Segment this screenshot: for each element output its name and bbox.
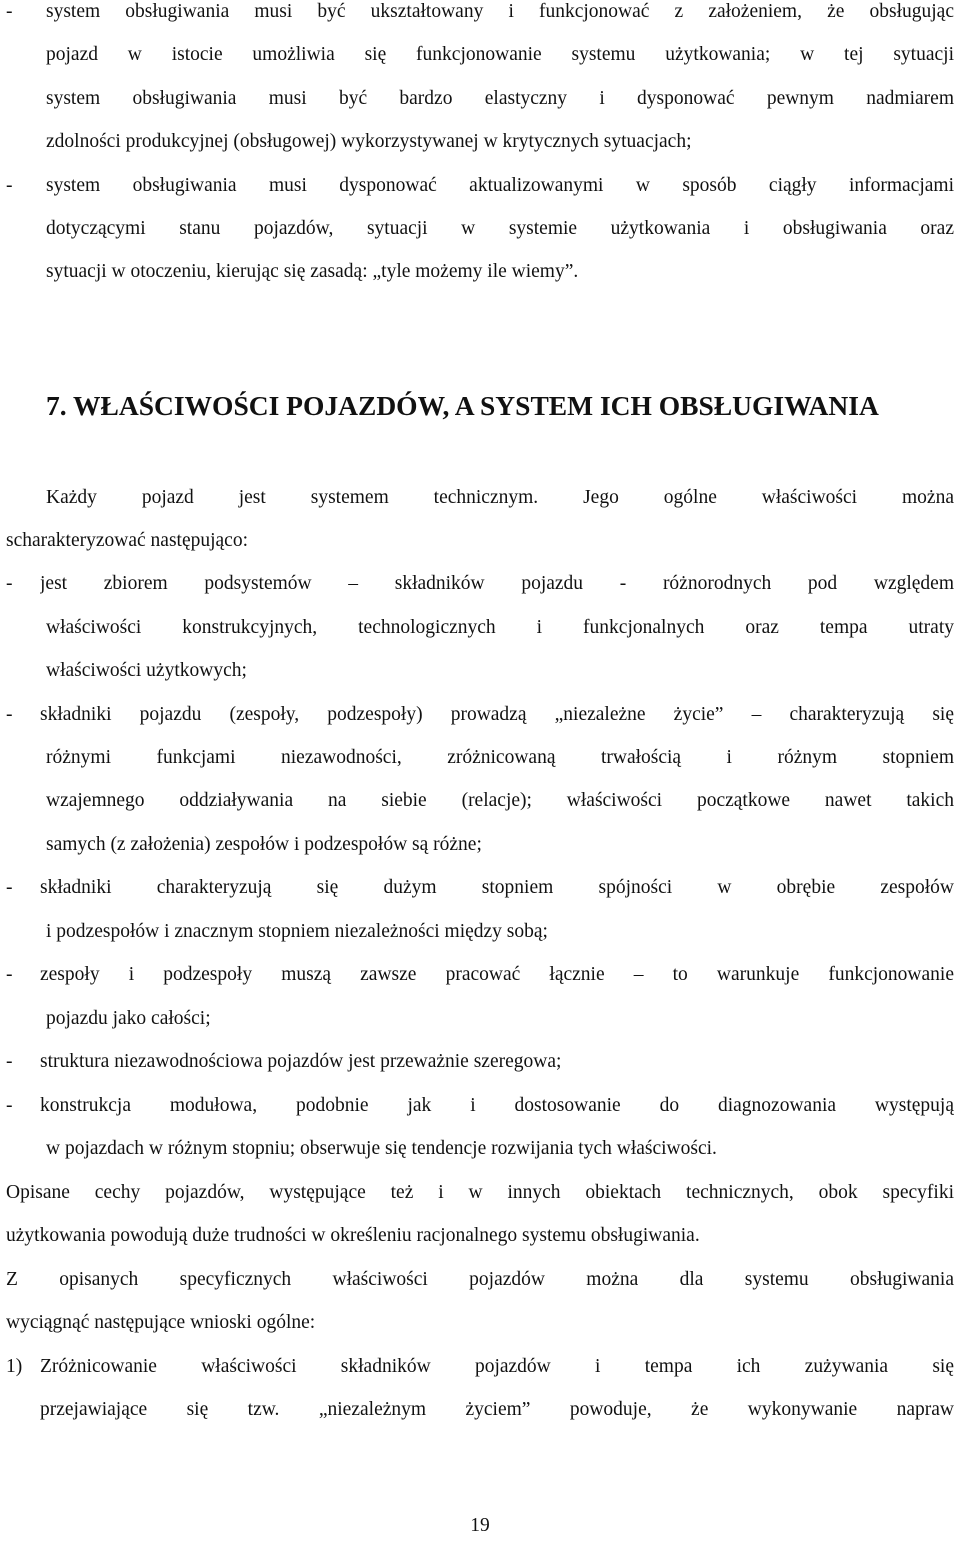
list-item-continuation <box>0 786 960 816</box>
numbered-item-text: przejawiające się tzw. „niezależnym życiem” powoduje, że wykonywanie napraw <box>40 1399 954 1420</box>
list-item <box>0 700 960 730</box>
list-item-text: samych (z założenia) zespołów i podzespołów są różne; <box>46 834 482 855</box>
paragraph-line <box>0 483 960 513</box>
list-item-text: dotyczącymi stanu pojazdów, sytuacji w systemie użytkowania i obsługiwania oraz <box>46 218 954 239</box>
list-item-text: pojazd w istocie umożliwia się funkcjonowanie systemu użytkowania; w tej sytuacji <box>46 44 954 65</box>
paragraph-text: Z opisanych specyficznych właściwości pojazdów można dla systemu obsługiwania <box>6 1269 954 1290</box>
list-item <box>0 960 960 990</box>
list-item-continuation <box>0 40 960 70</box>
paragraph-line <box>0 1178 960 1208</box>
list-item <box>0 1047 960 1077</box>
list-item-text: składniki charakteryzują się dużym stopniem spójności w obrębie zespołów <box>40 877 954 898</box>
bullet-marker: - <box>6 175 13 196</box>
paragraph-text: Każdy pojazd jest systemem technicznym. Jego ogólne właściwości można <box>46 487 954 508</box>
bullet-marker: - <box>6 964 13 985</box>
list-item-text: system obsługiwania musi dysponować aktualizowanymi w sposób ciągły informacjami <box>46 175 954 196</box>
paragraph-line <box>0 526 960 556</box>
list-item-continuation <box>0 743 960 773</box>
list-item-continuation <box>0 127 960 157</box>
list-item-text: w pojazdach w różnym stopniu; obserwuje się tendencje rozwijania tych właściwości. <box>46 1138 717 1159</box>
list-item-text: system obsługiwania musi być bardzo elastyczny i dysponować pewnym nadmiarem <box>46 88 954 109</box>
list-item-text: składniki pojazdu (zespoły, podzespoły) prowadzą „niezależne życie” – charakteryzują się <box>40 704 954 725</box>
page-number: 19 <box>470 1515 490 1536</box>
list-item-text: system obsługiwania musi być ukształtowany i funkcjonować z założeniem, że obsługując <box>46 1 954 22</box>
numbered-item-text: Zróżnicowanie właściwości składników pojazdów i tempa ich zużywania się <box>40 1356 954 1377</box>
bullet-marker: - <box>6 1 13 22</box>
list-item <box>0 569 960 599</box>
list-item-text: struktura niezawodnościowa pojazdów jest przeważnie szeregowa; <box>40 1051 562 1072</box>
numbered-item <box>0 1352 960 1382</box>
paragraph-text: scharakteryzować następująco: <box>6 530 248 551</box>
list-item-text: pojazdu jako całości; <box>46 1008 211 1029</box>
bullet-marker: - <box>6 704 13 725</box>
list-item-continuation <box>0 917 960 947</box>
list-item <box>0 0 960 27</box>
paragraph-text: wyciągnąć następujące wnioski ogólne: <box>6 1312 316 1333</box>
list-item-text: sytuacji w otoczeniu, kierując się zasadą: „tyle możemy ile wiemy”. <box>46 261 579 282</box>
list-item-continuation <box>0 1134 960 1164</box>
paragraph-line <box>0 1221 960 1251</box>
list-item <box>0 873 960 903</box>
paragraph-text: użytkowania powodują duże trudności w określeniu racjonalnego systemu obsługiwania. <box>6 1225 700 1246</box>
list-item-text: zdolności produkcyjnej (obsługowej) wykorzystywanej w krytycznych sytuacjach; <box>46 131 692 152</box>
paragraph-line <box>0 1265 960 1295</box>
list-item <box>0 171 960 201</box>
list-item-text: właściwości użytkowych; <box>46 660 247 681</box>
paragraph-text: Opisane cechy pojazdów, występujące też i w innych obiektach technicznych, obok specyfiki <box>6 1182 954 1203</box>
list-item <box>0 1091 960 1121</box>
list-item-text: właściwości konstrukcyjnych, technologicznych i funkcjonalnych oraz tempa utraty <box>46 617 954 638</box>
list-item-text: jest zbiorem podsystemów – składników pojazdu - różnorodnych pod względem <box>40 573 954 594</box>
list-item-text: i podzespołów i znacznym stopniem niezależności między sobą; <box>46 921 548 942</box>
bullet-marker: - <box>6 1051 13 1072</box>
paragraph-line <box>0 1308 960 1338</box>
list-item-continuation <box>0 1004 960 1034</box>
list-item-continuation <box>0 613 960 643</box>
list-item-continuation <box>0 656 960 686</box>
list-item-continuation <box>0 830 960 860</box>
numbered-item-continuation <box>0 1395 960 1425</box>
list-item-text: zespoły i podzespoły muszą zawsze pracować łącznie – to warunkuje funkcjonowanie <box>40 964 954 985</box>
list-item-continuation <box>0 84 960 114</box>
list-item-text: wzajemnego oddziaływania na siebie (relacje); właściwości początkowe nawet takich <box>46 790 954 811</box>
bullet-marker: - <box>6 1095 13 1116</box>
list-item-continuation <box>0 214 960 244</box>
section-heading: 7. WŁAŚCIWOŚCI POJAZDÓW, A SYSTEM ICH OBSŁUGIWANIA <box>46 390 879 421</box>
bullet-marker: - <box>6 877 13 898</box>
item-number: 1) <box>6 1356 23 1377</box>
bullet-marker: - <box>6 573 13 594</box>
list-item-text: różnymi funkcjami niezawodności, zróżnicowaną trwałością i różnym stopniem <box>46 747 954 768</box>
list-item-continuation <box>0 257 960 287</box>
list-item-text: konstrukcja modułowa, podobnie jak i dostosowanie do diagnozowania występują <box>40 1095 954 1116</box>
